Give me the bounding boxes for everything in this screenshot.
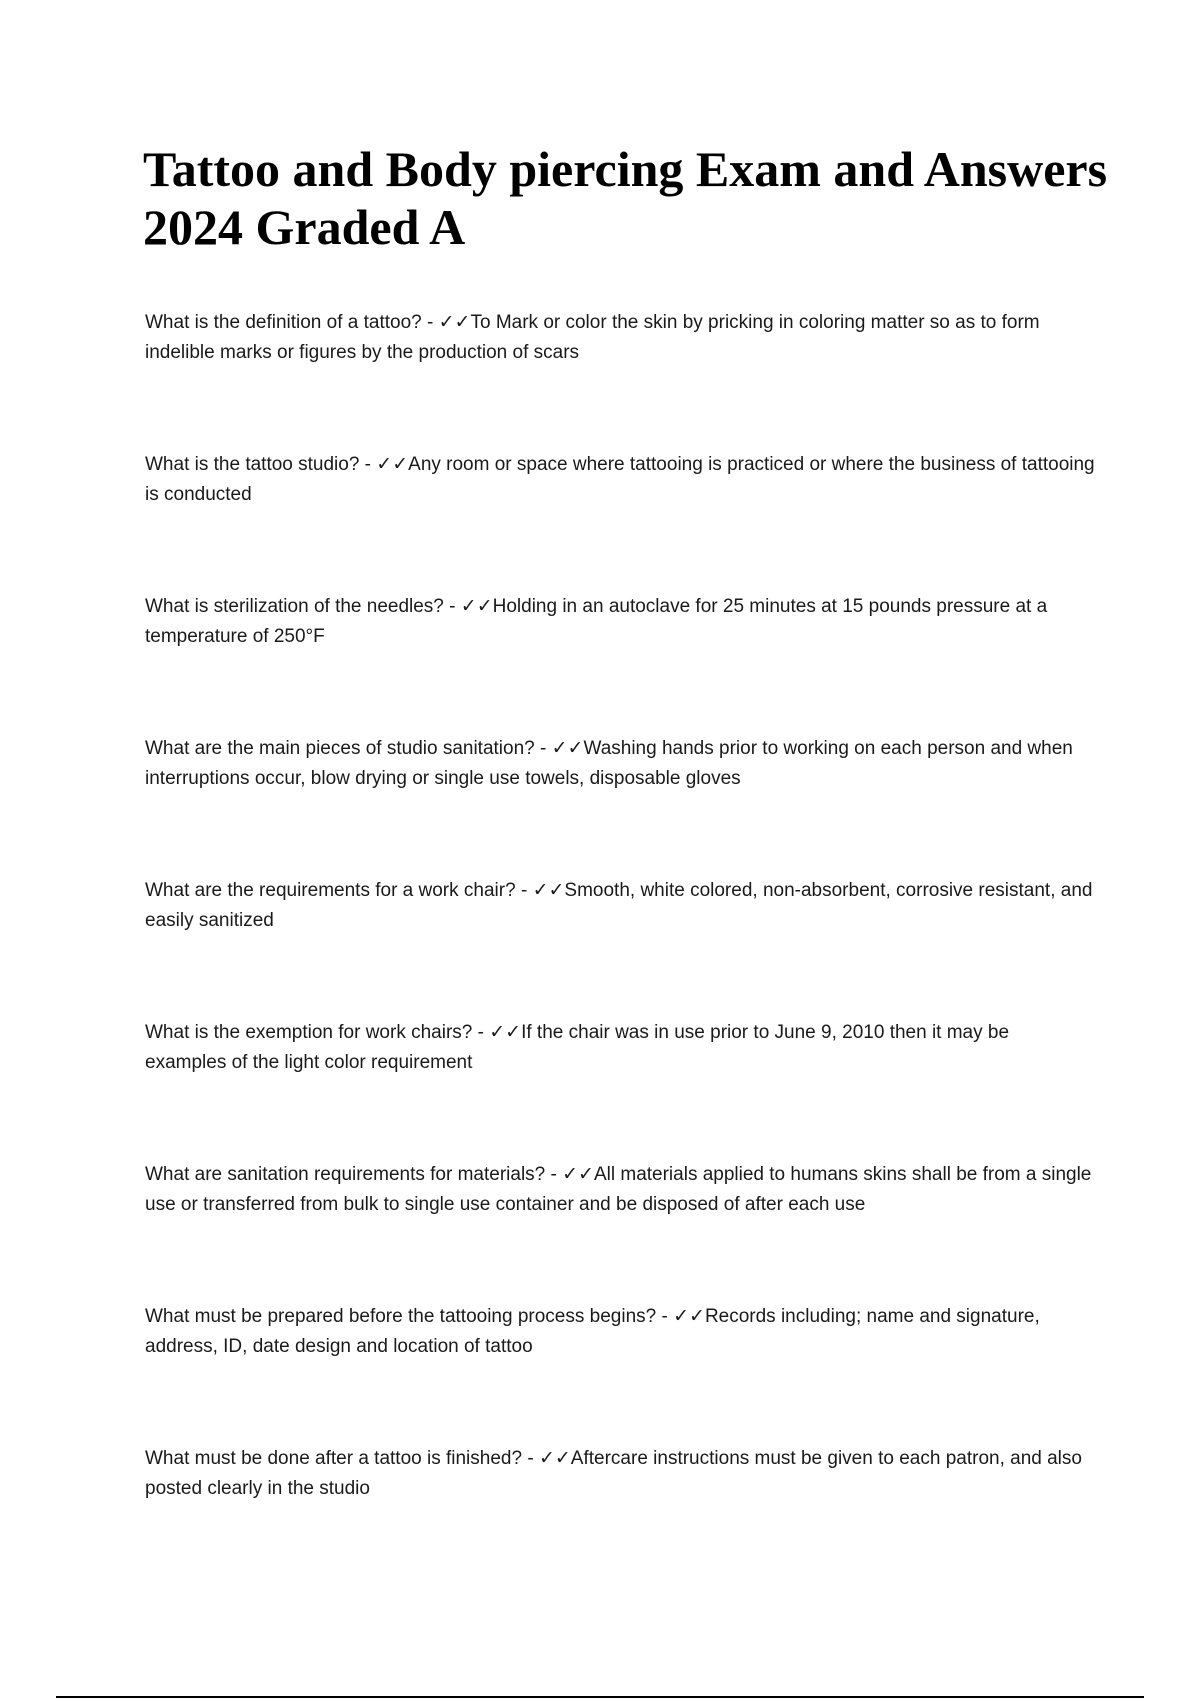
answer-separator: - xyxy=(359,454,377,475)
answer-text: Any room or space where tattooing is practiced or where the business of tattooing is conducted xyxy=(145,454,1100,505)
qa-item xyxy=(145,1018,1095,1141)
answer-separator: - xyxy=(472,1022,490,1043)
check-marks-icon: ✓✓ xyxy=(673,1306,705,1327)
answer-separator: - xyxy=(545,1164,563,1185)
qa-item xyxy=(145,1444,1095,1567)
question-text: What is the exemption for work chairs? xyxy=(145,1022,473,1043)
question-text: What is the tattoo studio? xyxy=(145,454,360,475)
question-text: What are sanitation requirements for materials? xyxy=(145,1164,546,1185)
answer-separator: - xyxy=(421,312,439,333)
answer-text: Washing hands prior to working on each person and when interruptions occur, blow drying or single use towels, disposable gloves xyxy=(145,738,1079,789)
qa-item xyxy=(145,450,1100,573)
check-marks-icon: ✓✓ xyxy=(489,1022,522,1043)
document-title: Tattoo and Body piercing Exam and Answers 2024 Graded A xyxy=(143,141,1108,255)
answer-separator: - xyxy=(534,738,552,759)
check-marks-icon: ✓✓ xyxy=(438,312,471,333)
answer-text: Aftercare instructions must be given to each patron, and also posted clearly in the studio xyxy=(145,1448,1088,1499)
answer-separator: - xyxy=(515,880,533,901)
answer-text: Records including; name and signature, address, ID, date design and location of tattoo xyxy=(145,1306,1046,1357)
answer-separator: - xyxy=(522,1448,539,1469)
page-bottom-divider xyxy=(56,1696,1144,1698)
answer-text: All materials applied to humans skins shall be from a single use or transferred from bulk to single use container and be disposed of after each use xyxy=(145,1164,1097,1215)
question-text: What is the definition of a tattoo? xyxy=(145,312,422,333)
question-text: What must be prepared before the tattooing process begins? xyxy=(145,1306,657,1327)
answer-separator: - xyxy=(443,596,461,617)
qa-item xyxy=(145,308,1095,431)
check-marks-icon: ✓✓ xyxy=(376,454,409,475)
qa-item xyxy=(145,734,1095,857)
answer-text: Holding in an autoclave for 25 minutes at 15 pounds pressure at a temperature of 250°F xyxy=(145,596,1053,647)
answer-text: To Mark or color the skin by pricking in coloring matter so as to form indelible marks or figures by the production of scars xyxy=(145,312,1045,363)
check-marks-icon: ✓✓ xyxy=(562,1164,594,1185)
qa-list xyxy=(145,289,1100,1586)
question-text: What are the main pieces of studio sanitation? xyxy=(145,738,535,759)
question-text: What must be done after a tattoo is finished? xyxy=(145,1448,523,1469)
question-text: What are the requirements for a work chair? xyxy=(145,880,516,901)
check-marks-icon: ✓✓ xyxy=(538,1448,571,1469)
answer-separator: - xyxy=(656,1306,674,1327)
check-marks-icon: ✓✓ xyxy=(532,880,565,901)
qa-item xyxy=(145,592,1095,715)
answer-text: If the chair was in use prior to June 9, 2010 then it may be examples of the light color requirement xyxy=(145,1022,1015,1073)
check-marks-icon: ✓✓ xyxy=(460,596,493,617)
qa-item xyxy=(145,876,1098,999)
qa-item xyxy=(145,1160,1095,1283)
question-text: What is sterilization of the needles? xyxy=(145,596,444,617)
check-marks-icon: ✓✓ xyxy=(551,738,584,759)
qa-item xyxy=(145,1302,1095,1425)
answer-text: Smooth, white colored, non-absorbent, corrosive resistant, and easily sanitized xyxy=(145,880,1098,931)
